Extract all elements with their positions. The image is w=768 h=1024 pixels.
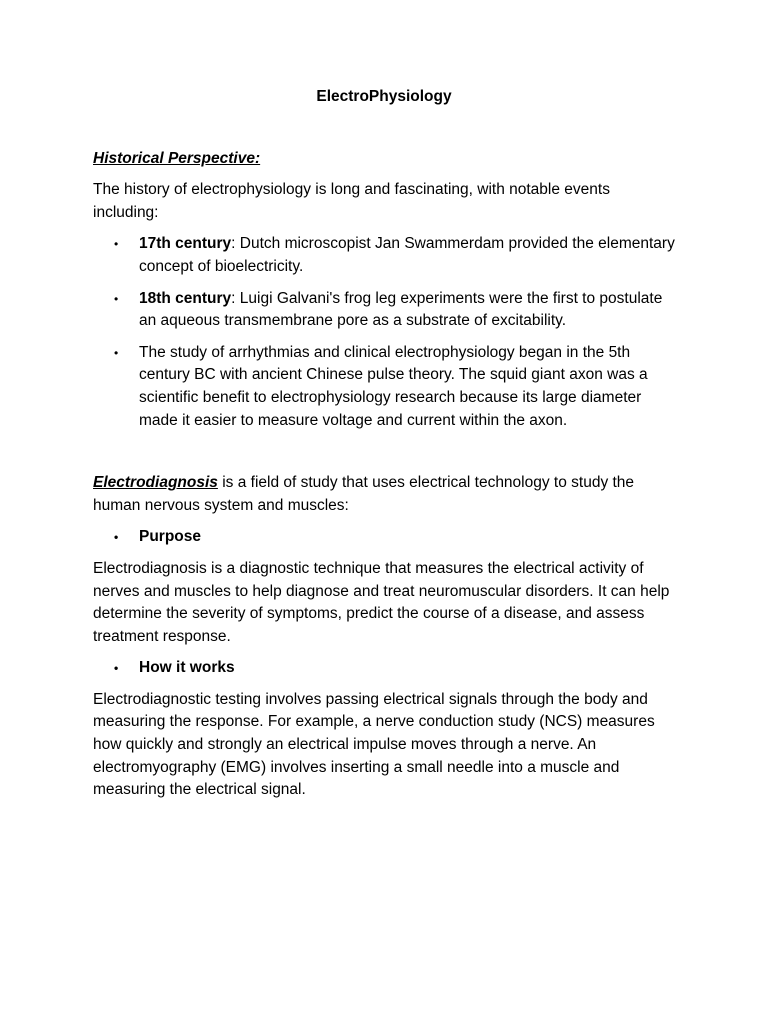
how-it-works-paragraph: Electrodiagnostic testing involves passing electrical signals through the body and measuring the response. For example, a nerve conduction study (NCS) measures how quickly and strongly an electrical impulse moves through a nerve. An electromyography (EMG) involves inserting a small needle into a muscle and measuring the electrical signal. (93, 690, 655, 799)
list-item-label: 17th century (139, 235, 232, 253)
purpose-list (93, 526, 675, 549)
history-events-list (93, 233, 675, 432)
section-spacer (93, 441, 675, 472)
list-item-label: 18th century (139, 289, 232, 307)
history-intro-paragraph: The history of electrophysiology is long and fascinating, with notable events including: (93, 181, 610, 221)
list-item-text: The study of arrhythmias and clinical electrophysiology began in the 5th century BC with ancient Chinese pulse theory. The squid giant axon was a scientific benefit to electrophysiology research because its large diameter made it easier to measure voltage and current within the axon. (139, 343, 648, 429)
how-it-works-list (93, 657, 675, 680)
historical-perspective-heading: Historical Perspective: (93, 149, 261, 167)
list-item-how-it-works: • How it works (139, 657, 675, 680)
list-item-17th-century (139, 233, 675, 278)
list-item-text: : Luigi Galvani's frog leg experiments were the first to postulate an aqueous transmembrane pore as a substrate of excitability. (139, 289, 663, 330)
electrodiagnosis-intro-paragraph (93, 472, 675, 517)
purpose-paragraph: Electrodiagnosis is a diagnostic technique that measures the electrical activity of nerves and muscles to help diagnose and treat neuromuscular disorders. It can help determine the severity of symptoms, predict the course of a disease, and assess treatment response. (93, 559, 670, 645)
list-item-18th-century (139, 288, 675, 333)
list-item-arrhythmias (139, 342, 675, 432)
electrodiagnosis-term: Electrodiagnosis (93, 474, 218, 492)
document-title: ElectroPhysiology (316, 88, 452, 105)
list-item-purpose: • Purpose (139, 526, 675, 549)
list-item-text: : Dutch microscopist Jan Swammerdam provided the elementary concept of bioelectricity. (139, 235, 675, 275)
electrodiagnosis-intro-text: is a field of study that uses electrical technology to study the human nervous system and muscles: (93, 474, 635, 514)
